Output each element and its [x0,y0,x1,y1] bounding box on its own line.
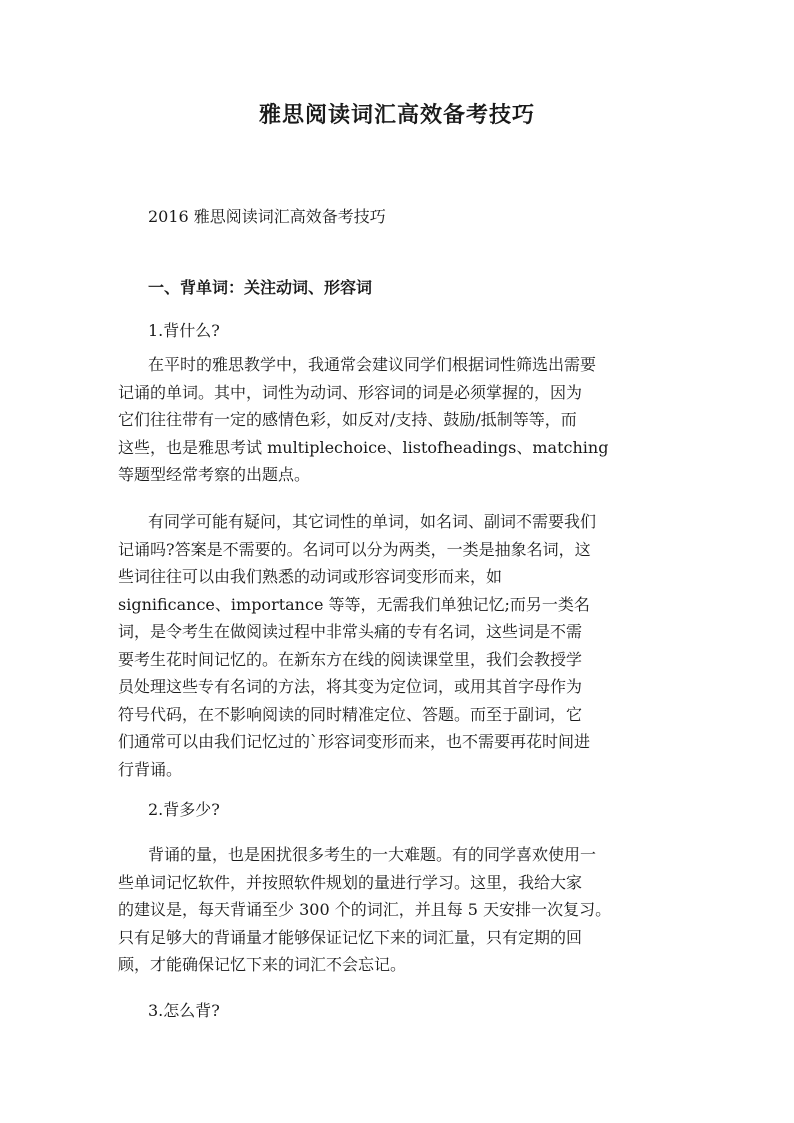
paragraph-what-2: 有同学可能有疑问，其它词性的单词，如名词、副词不需要我们 记诵吗?答案是不需要的。名词可以分为两类，一类是抽象名词，这 些词往往可以由我们熟悉的动词或形容词变形而来，如 significance、importance 等等，无需我们单独记忆;而另一类名 词，是令考生在做阅读过程中非常头痛的专有名词，这些词是不需 要考生花时间记忆的。在新东方在线的阅读课堂里，我们会教授学 员处理这些专有名词的方法，将其变为定位词，或用其首字母作为 符号代码，在不影响阅读的同时精准定位、答题。而至于副词，它 们通常可以由我们记忆过的`形容词变形而来，也不需要再花时间进 行背诵。 [118,512,597,779]
document-title: 雅思阅读词汇高效备考技巧 [258,102,535,128]
question-what: 1.背什么? [148,321,220,340]
question-how-many: 2.背多少? [148,800,220,819]
question-how: 3.怎么背? [148,1001,220,1020]
section-heading: 一、背单词：关注动词、形容词 [148,278,373,297]
paragraph-how-many: 背诵的量，也是困扰很多考生的一大难题。有的同学喜欢使用一 些单词记忆软件，并按照软件规划的量进行学习。这里，我给大家 的建议是，每天背诵至少 300 个的词汇，并且每 5 天安排一次复习。 只有足够大的背诵量才能够保证记忆下来的词汇量，只有定期的回 顾，才能确保记忆下来的词汇不会忘记。 [118,845,612,974]
paragraph-what-1: 在平时的雅思教学中，我通常会建议同学们根据词性筛选出需要 记诵的单词。其中，词性为动词、形容词的词是必须掌握的，因为 它们往往带有一定的感情色彩，如反对/支持、鼓励/抵制等等，而 这些，也是雅思考试 multiplechoice、listofheadings、matching 等题型经常考察的出题点。 [118,355,609,484]
document-subtitle: 2016 雅思阅读词汇高效备考技巧 [148,207,386,226]
